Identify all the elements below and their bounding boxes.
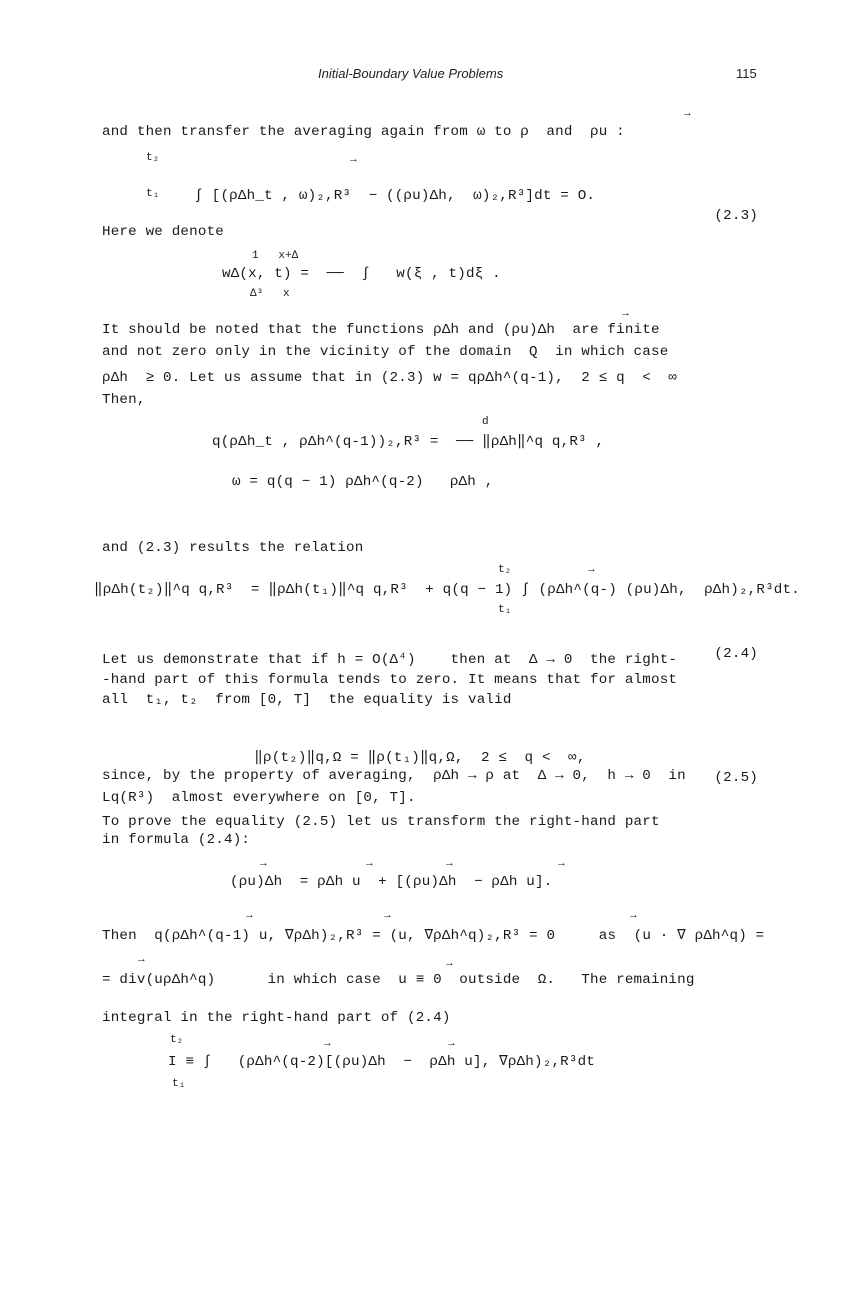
vector-arrow: → bbox=[246, 910, 253, 922]
text-line: Lq(R³) almost everywhere on [0, T]. bbox=[102, 790, 416, 806]
vector-arrow: → bbox=[558, 858, 565, 870]
equation-decomposition: (ρu)Δh = ρΔh u + [(ρu)Δh − ρΔh u]. bbox=[230, 874, 553, 890]
vector-arrow: → bbox=[448, 1038, 455, 1050]
equation-number: (2.4) bbox=[714, 646, 758, 662]
equation-number: (2.5) bbox=[714, 770, 758, 786]
vector-arrow: → bbox=[446, 858, 453, 870]
text-line: Let us demonstrate that if h = O(Δ⁴) then at Δ → 0 the right- bbox=[102, 652, 678, 668]
limit-lower: t₁ bbox=[172, 1078, 186, 1090]
text-line: It should be noted that the functions ρΔh and (ρu)Δh are finite bbox=[102, 322, 660, 338]
vector-arrow: → bbox=[324, 1038, 331, 1050]
text-line: Here we denote bbox=[102, 224, 224, 240]
text-line: all t₁, t₂ from [0, T] the equality is valid bbox=[102, 692, 512, 708]
page-header bbox=[0, 66, 864, 88]
vector-arrow: → bbox=[260, 858, 267, 870]
fraction-denominator: Δ³ x bbox=[250, 288, 290, 300]
page-number: 115 bbox=[736, 66, 757, 81]
fraction-numerator: 1 x+Δ bbox=[252, 250, 299, 262]
text-line: Then q(ρΔh^(q-1) u, ∇ρΔh)₂,R³ = (u, ∇ρΔh^q)₂,R³ = 0 as (u · ∇ ρΔh^q) = bbox=[102, 928, 765, 944]
vector-arrow: → bbox=[622, 308, 629, 320]
equation-body: ‖ρ(t₂)‖q,Ω = ‖ρ(t₁)‖q,Ω, 2 ≤ q < ∞, bbox=[254, 750, 586, 766]
equation-number: (2.3) bbox=[714, 208, 758, 224]
vector-arrow: → bbox=[384, 910, 391, 922]
text-line: Then, bbox=[102, 392, 146, 408]
text-line: -hand part of this formula tends to zero. It means that for almost bbox=[102, 672, 678, 688]
document-body bbox=[94, 108, 800, 1228]
limit-lower: t₁ bbox=[498, 604, 512, 616]
text-line: since, by the property of averaging, ρΔh → ρ at Δ → 0, h → 0 in bbox=[102, 768, 686, 784]
average-definition: wΔ(x, t) = ── ∫ w(ξ , t)dξ . bbox=[222, 266, 501, 282]
vector-arrow: → bbox=[446, 958, 453, 970]
limit-upper: t₂ bbox=[498, 564, 512, 576]
limit-lower: t₁ bbox=[146, 188, 160, 200]
equation-2-4: ‖ρΔh(t₂)‖^q q,R³ = ‖ρΔh(t₁)‖^q q,R³ + q(q − 1) ∫ (ρΔh^(q-) (ρu)Δh, ρΔh)₂,R³dt. bbox=[94, 582, 800, 598]
limit-upper: t₂ bbox=[170, 1034, 184, 1046]
integral-I: I ≡ ∫ (ρΔh^(q-2)[(ρu)Δh − ρΔh u], ∇ρΔh)₂,R³dt bbox=[168, 1054, 596, 1070]
limit-upper: t₂ bbox=[146, 152, 160, 164]
vector-arrow: → bbox=[588, 564, 595, 576]
vector-arrow: → bbox=[684, 108, 691, 120]
vector-arrow: → bbox=[630, 910, 637, 922]
text-line: in formula (2.4): bbox=[102, 832, 251, 848]
text-line: ρΔh ≥ 0. Let us assume that in (2.3) w = qρΔh^(q-1), 2 ≤ q < ∞ bbox=[102, 370, 678, 386]
vector-arrow: → bbox=[366, 858, 373, 870]
vector-arrow: → bbox=[350, 154, 357, 166]
text-line: and (2.3) results the relation bbox=[102, 540, 364, 556]
vector-arrow: → bbox=[138, 954, 145, 966]
running-title: Initial-Boundary Value Problems bbox=[318, 66, 504, 81]
text-line: To prove the equality (2.5) let us transform the right-hand part bbox=[102, 814, 660, 830]
equation-body: ∫ [(ρΔh_t , ω)₂,R³ − ((ρu)Δh, ω)₂,R³]dt = O. bbox=[194, 188, 596, 204]
derivative-numerator: d bbox=[482, 416, 489, 428]
text-line: integral in the right-hand part of (2.4) bbox=[102, 1010, 451, 1026]
text-line: = div(uρΔh^q) in which case u ≡ 0 outside Ω. The remaining bbox=[102, 972, 695, 988]
text-line: and then transfer the averaging again from ω to ρ and ρu : bbox=[102, 124, 625, 140]
equation-derivative: q(ρΔh_t , ρΔh^(q-1))₂,R³ = ── ‖ρΔh‖^q q,R³ , bbox=[212, 434, 605, 450]
text-line: and not zero only in the vicinity of the domain Q in which case bbox=[102, 344, 669, 360]
equation-omega: ω = q(q − 1) ρΔh^(q-2) ρΔh , bbox=[232, 474, 494, 490]
